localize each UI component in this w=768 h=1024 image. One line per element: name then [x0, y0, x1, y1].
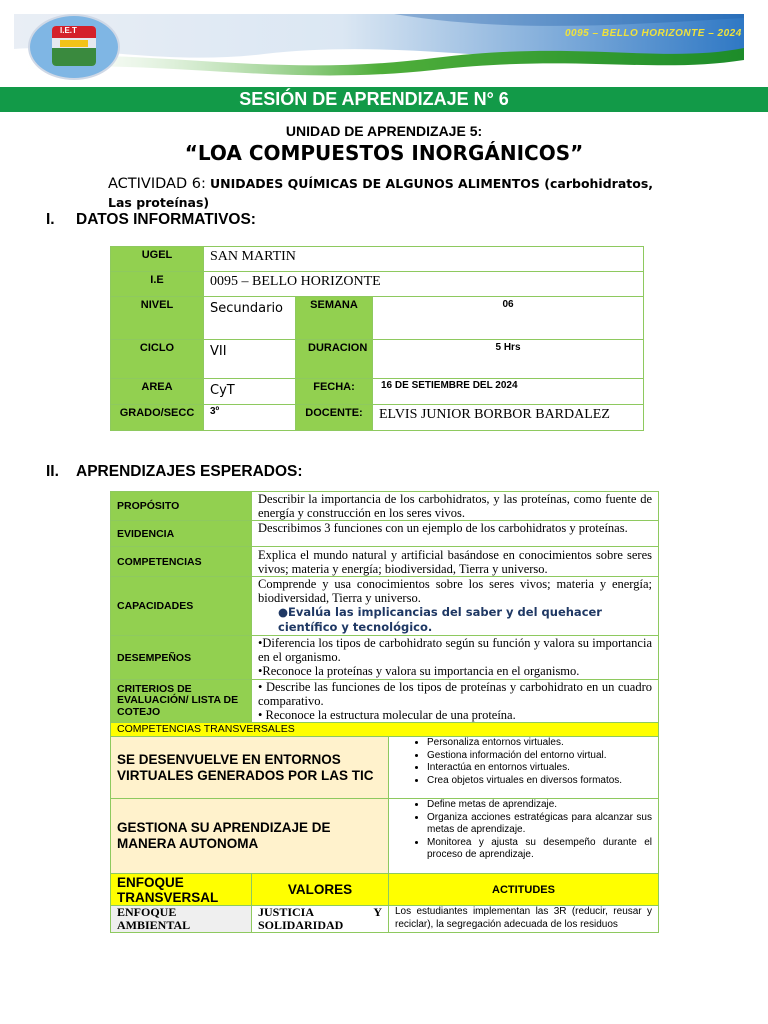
unit-label: UNIDAD DE APRENDIZAJE 5: [285, 123, 483, 139]
aprendizajes-table [110, 491, 659, 933]
tic-item-3: • Interactúa en entornos virtuales. [427, 762, 652, 775]
desempenos-text-1: •Diferencia los tipos de carbohidrato según su función y valora su importancia en el organismo. [258, 636, 652, 664]
criterios-cell [252, 680, 659, 723]
desempenos-text-2: •Reconoce la proteínas y valora su importancia en el organismo. [258, 664, 580, 678]
enfoque-value: ENFOQUE AMBIENTAL [111, 906, 252, 933]
section-2-heading [46, 463, 303, 481]
criterios-text-1: • Describe las funciones de los tipos de proteínas y carbohidrato en un cuadro comparativo. [258, 680, 652, 708]
grado-value: 3º [204, 405, 296, 431]
semana-label: SEMANA [296, 297, 373, 340]
duracion-label: DURACION [296, 340, 373, 379]
criterios-text-2: • Reconoce la estructura molecular de una proteína. [258, 708, 516, 722]
nivel-value: Secundario [204, 297, 296, 340]
desempenos-label: DESEMPEÑOS [111, 636, 252, 680]
docente-value: ELVIS JUNIOR BORBOR BARDALEZ [373, 405, 644, 431]
competencias-transversales-label: COMPETENCIAS TRANSVERSALES [111, 723, 659, 737]
fecha-label: FECHA: [296, 379, 373, 405]
session-title-bar [0, 87, 768, 112]
ugel-value: SAN MARTIN [204, 247, 644, 272]
actitud-value [389, 906, 659, 933]
activity-heading [108, 175, 668, 213]
autonoma-items-cell [389, 799, 659, 874]
criterios-label: CRITERIOS DE EVALUACIÓN/ LISTA DE COTEJO [111, 680, 252, 723]
header-wave-graphic [14, 14, 744, 80]
tic-item-4: • Crea objetos virtuales en diversos formatos. [427, 775, 652, 788]
activity-title: UNIDADES QUÍMICAS DE ALGUNOS ALIMENTOS (carbohidratos, Las proteínas) [108, 176, 654, 210]
ugel-label: UGEL [111, 247, 204, 272]
proposito-label: PROPÓSITO [111, 492, 252, 521]
evidencia-label: EVIDENCIA [111, 521, 252, 547]
datos-informativos-table [110, 246, 644, 431]
tic-items-list [393, 737, 652, 787]
unit-title: “LOA COMPUESTOS INORGÁNICOS” [184, 141, 584, 165]
fecha-value: 16 DE SETIEMBRE DEL 2024 [373, 379, 644, 405]
section-2-title: APRENDIZAJES ESPERADOS: [76, 463, 303, 480]
section-1-heading [46, 211, 256, 229]
area-label: AREA [111, 379, 204, 405]
capacidades-label: CAPACIDADES [111, 577, 252, 636]
autonoma-items-list [393, 799, 652, 862]
section-1-number: I. [46, 211, 55, 228]
autonoma-competency-label: GESTIONA SU APRENDIZAJE DE MANERA AUTONOMA [111, 799, 389, 874]
header-banner [14, 14, 744, 80]
ciclo-label: CICLO [111, 340, 204, 379]
competencias-label: COMPETENCIAS [111, 547, 252, 577]
desempenos-cell [252, 636, 659, 680]
docente-label: DOCENTE: [296, 405, 373, 431]
capacidades-text-2: ●Evalúa las implicancias del saber y del quehacer científico y tecnológico. [278, 605, 602, 634]
tic-item-2: • Gestiona información del entorno virtual. [427, 750, 652, 763]
duracion-value: 5 Hrs [373, 340, 644, 379]
evidencia-text: Describimos 3 funciones con un ejemplo de los carbohidratos y proteínas. [252, 521, 659, 547]
capacidades-text-1: Comprende y usa conocimientos sobre los seres vivos; materia y energía; biodiversidad, Tierra y universo. [258, 577, 652, 605]
activity-label: ACTIVIDAD 6: [108, 176, 206, 192]
school-year-tag: 0095 – BELLO HORIZONTE – 2024 [565, 28, 742, 39]
proposito-text: Describir la importancia de los carbohidratos, y las proteínas, como fuente de energía y construcción en los seres vivos. [252, 492, 659, 521]
tic-items-cell [389, 737, 659, 799]
ie-label: I.E [111, 272, 204, 297]
grado-label: GRADO/SECC [111, 405, 204, 431]
valor-value: JUSTICIA Y SOLIDARIDAD [252, 906, 389, 933]
enfoque-header: ENFOQUE TRANSVERSAL [111, 874, 252, 906]
ie-value: 0095 – BELLO HORIZONTE [204, 272, 644, 297]
area-value: CyT [204, 379, 296, 405]
actitudes-header: ACTITUDES [389, 874, 659, 906]
session-title: SESIÓN DE APRENDIZAJE N° 6 [239, 89, 509, 109]
tic-competency-label: SE DESENVUELVE EN ENTORNOS VIRTUALES GENERADOS POR LAS TIC [111, 737, 389, 799]
autonoma-item-3: • Monitorea y ajusta su desempeño durante el proceso de aprendizaje. [427, 837, 652, 862]
tic-item-1: • Personaliza entornos virtuales. [427, 737, 652, 750]
ciclo-value: VII [204, 340, 296, 379]
actitud-text: Los estudiantes implementan las 3R (reducir, reusar y reciclar), la segregación adecuada de los residuos [395, 906, 652, 930]
capacidades-cell [252, 577, 659, 636]
nivel-label: NIVEL [111, 297, 204, 340]
section-2-number: II. [46, 463, 59, 480]
logo-text: I.E.T [60, 26, 77, 35]
semana-value: 06 [373, 297, 644, 340]
section-1-title: DATOS INFORMATIVOS: [76, 211, 256, 228]
autonoma-item-1: • Define metas de aprendizaje. [427, 799, 652, 812]
autonoma-item-2: • Organiza acciones estratégicas para alcanzar sus metas de aprendizaje. [427, 812, 652, 837]
school-logo [28, 14, 120, 80]
competencias-text: Explica el mundo natural y artificial basándose en conocimientos sobre seres vivos; materia y energía; biodiversidad, Tierra y universo. [252, 547, 659, 577]
valores-header: VALORES [252, 874, 389, 906]
